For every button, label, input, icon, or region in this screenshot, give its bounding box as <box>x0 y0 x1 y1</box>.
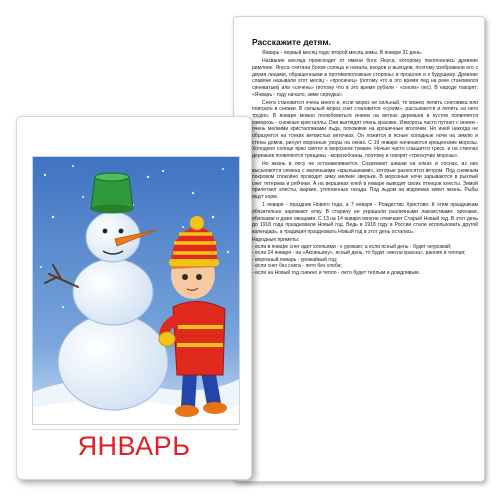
info-paragraph: Название месяца происходит от имени бога Януса, которому поклонялись древние римляне. Януса считали богом солнца и начала, входов и выходов, поэтому изображали его с двумя лицами, обращенными в противоположные стороны: в прошлое и к будущему. Древние славяне называли этот месяц - «просинец» (потому что в это время лед на реке становился синеватым) или «сечень» (потому что в это время рубили - «секли» лес). В народе говорят: «Январь - году начало, зиме середка». <box>252 58 478 98</box>
sign-item: - морозный январь - урожайный год; <box>252 256 338 263</box>
info-paragraph: Январь - первый месяц года; второй месяц зимы. В январе 31 день. <box>262 50 423 57</box>
caption-divider <box>32 429 238 430</box>
bucket-hat <box>91 177 133 209</box>
month-label: ЯНВАРЬ <box>77 431 191 461</box>
sign-item: - если снег без снега - лето без хлеба; <box>252 263 342 270</box>
sign-item: - если на Новый год снежно и тепло - лето будет теплым и дождливым. <box>252 270 420 277</box>
signs-title: Народные приметы: <box>252 236 300 243</box>
winter-illustration <box>32 156 240 425</box>
sign-item: - если в январе снег идет хлопьями - к урожаю; а если ясный день - будет неурожай; <box>252 243 452 250</box>
info-paragraph: Снега становится очень много и, если мороз не сильный, то можно лепить снеговика или поиграть в снежки. В сильный мороз снег становится «сухим», рассыпается и лепить на него трудно. В январе можно полюбоваться инеем на ветках деревьев и кустов появляется изморозь - снежные кристаллы. Они выглядят очень красиво. Изморозь часто путают с инеем - очень мелкими кристалликами льда, похожими на крошечные иголочки. Но иней никогда не образуется на тонких ветвистых веточках. Он ложится в ясные холодные ночи на землю и стены домов, рисует морозные узоры на окнах. С 19 января начинаются крещенские морозы. Холодное солнце ярко светит в морозном тумане. Ночью часто слышится треск, и на стволах деревьев появляются трещины - морозобоины, поэтому и говорят «трескучие морозы». <box>252 99 478 159</box>
info-paragraph: 1 января - праздник Нового года, а 7 января - Рождество Христово. К этим праздникам обязательно наряжают елку. В старину ее украшали различными лакомствами: орехами, яблоками и даже овощами. С 13 на 14 января многие отмечают Старый Новый год. В этот день до 1918 года праздновали Новый год. Ведь в 1918 году в России стали использовать другой календарь, а традиция праздновать Новый год в этот день осталась. <box>252 202 478 235</box>
info-card-back <box>233 16 485 482</box>
info-paragraph: Но жизнь в лесу не останавливается. Созревают шишки на елках и соснах, из них высыпаются семена с маленькими «крылышками», которые разносятся ветром. Под снежным покровом спокойно проводят зиму мелкие зверьки. В морозные ночи зарываются в рыхлый снег тетерева и рябчики. А на вершинах елей в январе выводят своих птенцов клесты. Зимой прилетают клесты, жаркие, утепленные гнезда. Под льдом на водоемах кипит жизнь. Рыбы ищут корм. <box>252 160 478 201</box>
info-text <box>252 37 478 475</box>
sign-item: - если 24 января - на «Аксиньину», ясный день, то будет «весна красна», ранняя и теплая; <box>252 250 466 257</box>
info-title: Расскажите детям. <box>252 37 332 47</box>
picture-card-front <box>16 116 252 480</box>
